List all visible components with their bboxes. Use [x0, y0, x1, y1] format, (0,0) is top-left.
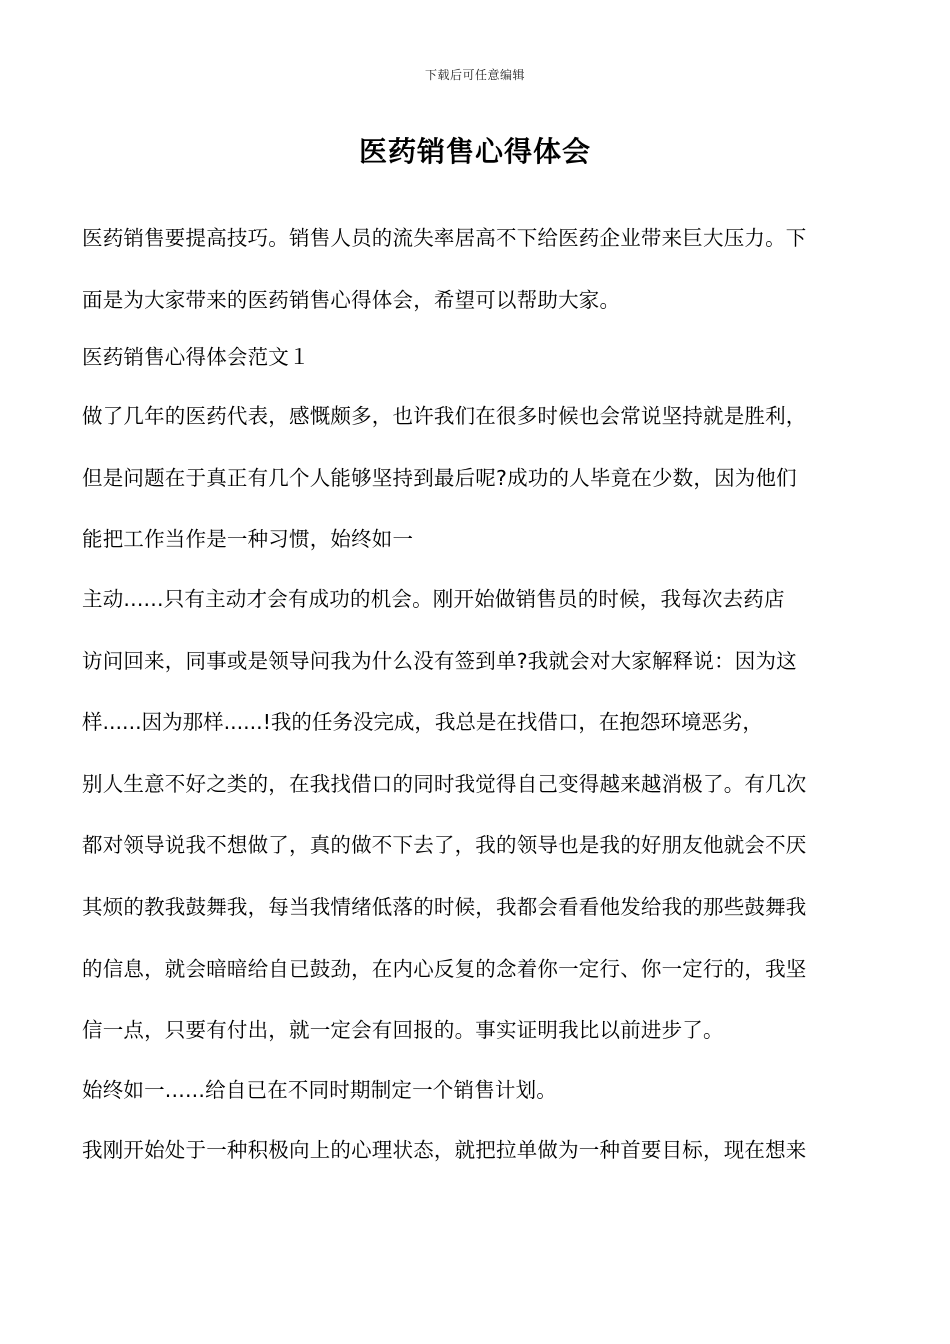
paragraph-line: 其烦的教我鼓舞我，每当我情绪低落的时候，我都会看看他发给我的那些鼓舞我: [82, 895, 807, 919]
paragraph-line: 但是问题在于真正有几个人能够坚持到最后呢?成功的人毕竟在少数，因为他们: [82, 466, 797, 490]
paragraph-line: 做了几年的医药代表，感慨颇多，也许我们在很多时候也会常说坚持就是胜利，: [82, 404, 807, 428]
paragraph-line: 别人生意不好之类的，在我找借口的同时我觉得自己变得越来越消极了。有几次: [82, 772, 807, 796]
paragraph-line: 能把工作当作是一种习惯，始终如一: [82, 527, 414, 551]
paragraph-line: 我刚开始处于一种积极向上的心理状态，就把拉单做为一种首要目标，现在想来: [82, 1138, 807, 1162]
paragraph-line: 信一点，只要有付出，就一定会有回报的。事实证明我比以前进步了。: [82, 1018, 724, 1042]
page-title: 医药销售心得体会: [358, 135, 591, 168]
paragraph-line: 都对领导说我不想做了，真的做不下去了，我的领导也是我的好朋友他就会不厌: [82, 833, 807, 857]
header-note: 下载后可任意编辑: [424, 68, 525, 82]
paragraph-line: 始终如一......给自已在不同时期制定一个销售计划。: [82, 1078, 557, 1102]
paragraph-line: 医药销售要提高技巧。销售人员的流失率居高不下给医药企业带来巨大压力。下: [82, 226, 807, 250]
paragraph-line: 访问回来，同事或是领导问我为什么没有签到单?我就会对大家解释说：因为这: [82, 649, 797, 673]
paragraph-line: 样......因为那样......!我的任务没完成，我总是在找借口，在抱怨环境恶劣，: [82, 710, 763, 734]
paragraph-line: 主动......只有主动才会有成功的机会。刚开始做销售员的时候，我每次去药店: [82, 587, 785, 611]
paragraph-line: 的信息，就会暗暗给自已鼓劲，在内心反复的念着你一定行、你一定行的，我坚: [82, 957, 807, 981]
section-heading: 医药销售心得体会范文１: [82, 345, 310, 369]
paragraph-line: 面是为大家带来的医药销售心得体会，希望可以帮助大家。: [82, 288, 621, 312]
